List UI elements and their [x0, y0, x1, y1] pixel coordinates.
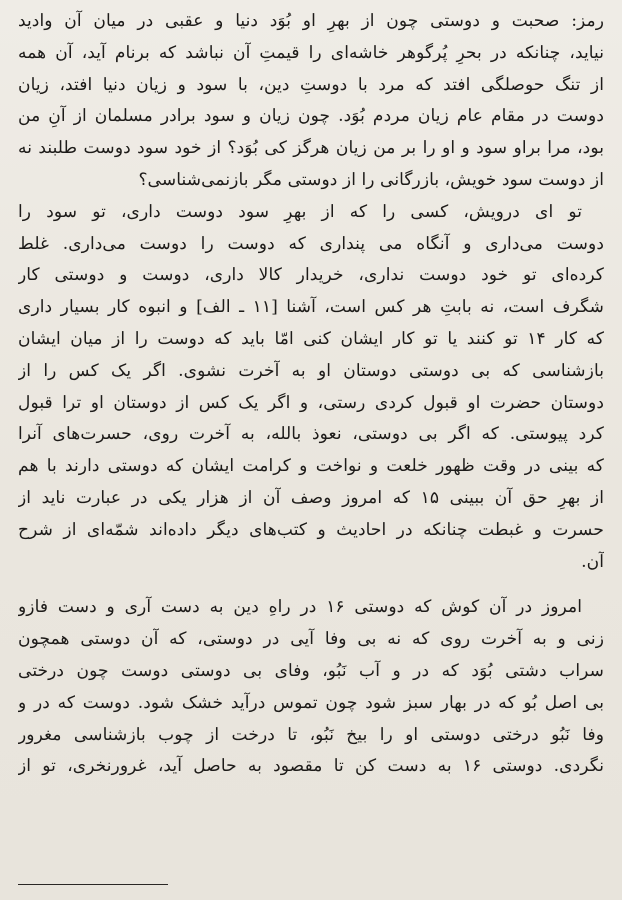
text-line: نگردی. دوستی ۱۶ به دست کن تا مقصود به حاصل آید، غرورنخری، تو از [18, 756, 604, 777]
text-line: تو ای درویش، کسی را که از بهرِ سود دوست داری، تو سود را [18, 201, 582, 222]
text-line: که کار ۱۴ تو کنند یا تو کار ایشان کنی امّا باید که دوست را از میان ایشان [18, 328, 604, 349]
footnote-rule [18, 884, 168, 885]
text-line: دوست در مقام عام زیان مردم بُوَد. چون زیان و سود برادر مسلمان از آنِ من [18, 106, 604, 127]
paragraph-gap [18, 578, 604, 592]
text-line: امروز در آن کوش که دوستی ۱۶ در راهِ دین به دست آری و دست فازو [18, 597, 582, 618]
text-line: از تنگ حوصلگی افتد که مرد با دوستِ دین، با سود و زیان دنیا افتد، زیان [18, 74, 604, 95]
text-line: رمز: صحبت و دوستی چون از بهرِ او بُوَد دنیا و عقبی در میان آن وادید [18, 11, 604, 31]
text-line: سراب دشتی بُوَد که در و آب نَبُو، وفای بی دوستی دوست چون درختی [18, 660, 604, 681]
body-text [18, 6, 604, 783]
text-line: کرد پیوستی. که اگر بی دوستی، نعوذ بالله، به آخرت روی، حسرت‌های آنرا [18, 424, 604, 445]
text-line: از دوست سود خویش، بازرگانی را از دوستی مگر بازنمی‌شناسی؟ [138, 169, 604, 190]
text-line: بازشناسی که بی دوستی دوستان او به آخرت نشوی. اگر یک کس را از [18, 360, 604, 381]
text-line: حسرت و غبطت چنانکه در احادیث و کتب‌های دیگر داده‌اند شمّه‌ای از شرح [18, 519, 604, 540]
text-line: شگرف است، نه بابتِ هر کس است، آشنا [۱۱ ـ الف] و انبوه کار بسیار داری [18, 297, 604, 318]
text-line: زنی و به آخرت روی که نه بی وفا آیی در دوستی، که آن دوستی همچون [18, 629, 604, 650]
text-line: بود، مرا براو سود و او را بر من زیان هرگز کی بُوَد؟ از خود سود دوست طلبند نه [18, 138, 604, 159]
text-line: دوست می‌داری و آنگاه می پنداری که دوست را دوست می‌داری. غلط [18, 233, 604, 254]
text-line: دوستان حضرت او قبول کردی رستی، و اگر یک کس از دوستان او ترا قبول [18, 392, 604, 413]
text-line: که بینی در وقت ظهور خلعت و نواخت و کرامت ایشان که دوستی دارند با هم [18, 456, 604, 477]
text-line: آن. [581, 551, 604, 572]
text-line: کرده‌ای تو خود دوست نداری، خریدار کالا داری، دوست و دوستی کار [18, 265, 604, 286]
text-line: از بهرِ حق آن ببینی ۱۵ که امروز وصف آن از هزار یکی در عبارت ناید از [18, 487, 604, 508]
text-line: بی اصل بُو که در بهار سبز شود چون تموس درآید خشک شود. دوست که در و [18, 692, 604, 713]
text-line: وفا نَبُو درختی دوستی او را بیخ نَبُو، تا درخت از چوب بازشناسی مغرور [18, 724, 604, 745]
text-line: نیاید، چنانکه در بحرِ پُرگوهر خاشه‌ای را قیمتِ آن نباشد که برنام آید، آن همه [18, 42, 604, 63]
